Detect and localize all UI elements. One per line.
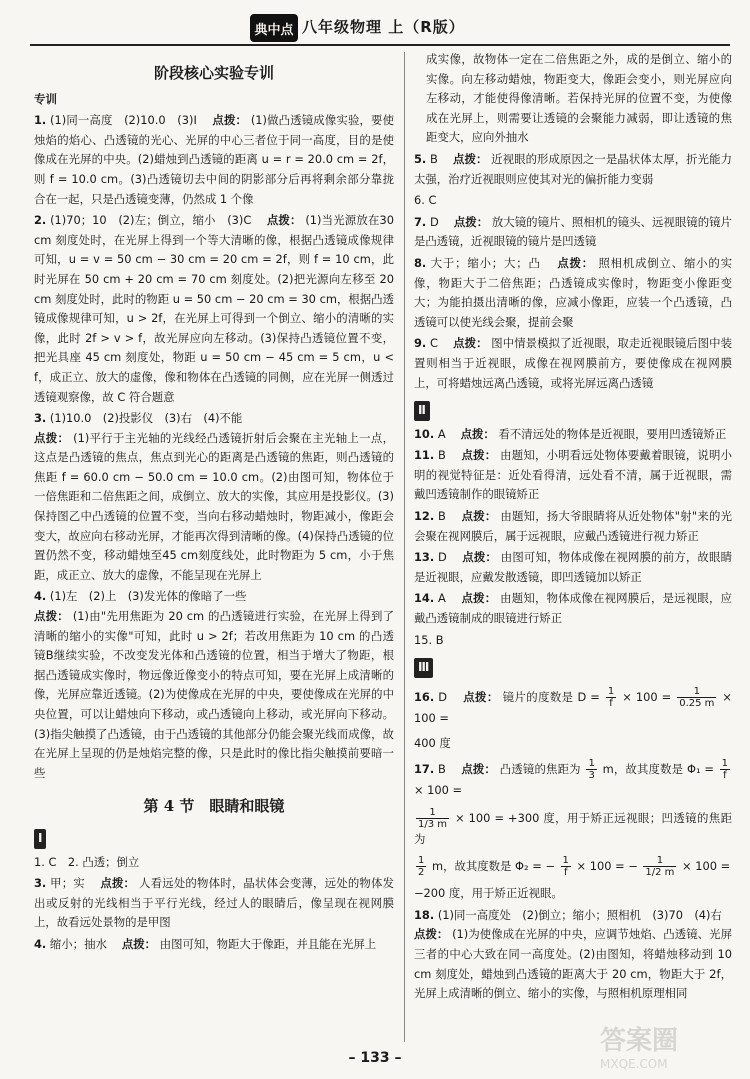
hint-label: 点拨： [212, 113, 248, 128]
hint-text: (1)由"先用焦距为 20 cm 的凸透镜进行实验，在光屏上得到了清晰的缩小的实像"可知，此时 u > 2f；若改用焦距为 10 cm 的凸透镜B继续实验，不改变发光体和凸透镜的位置，相当于增大了物距，根据凸透镜成实像时，物远像近像变小的特点可知，要在光屏上成清晰的像，光屏应靠近透镜。(2)为使像成在光屏的中央，要使像成在光屏的中央位置，可以让蜡烛向下移动，或凸透镜向上移动，或光屏向下移动。(3)指尖触摸了凸透镜，由于凸透镜的其他部分仍能会聚光线而成像，故在光屏上呈现的仍是烛焰完整的像，只是此时的像比指尖触摸前要暗一些 [34, 609, 394, 780]
hint-label: 点拨： [266, 213, 302, 228]
hint-label: 点拨： [453, 336, 488, 351]
hint-label: 点拨： [414, 927, 449, 942]
item-number: 3. [34, 876, 47, 891]
item-answer: A [438, 591, 458, 606]
hint-text: (1)为使像成在光屏的中央，应调节烛焰、凸透镜、光屏三者的中心大致在同一高度处。(2)由图知，将蜡烛移动到 10 cm 刻度处，蜡烛到凸透镜的距离大于 20 cm，物距大于 2f，光屏上成清晰的倒立、缩小的实像，与照相机原理相同 [414, 927, 732, 1001]
hint-label: 点拨： [461, 448, 497, 463]
hint-text: 人看远处的物体时，晶状体会变薄，远处的物体发出或反射的光线相当于平行光线，经过人的眼睛后，像呈现在视网膜上，故看远处景物的是甲图 [34, 876, 395, 930]
math-text: × 100 = [414, 689, 732, 725]
hint-label: 点拨： [460, 426, 495, 441]
fraction: $\frac{1}{f}$ [721, 758, 729, 781]
item-answer: (1)70；10 (2)左；倒立，缩小 (3)C [50, 213, 264, 228]
item-answer: D [438, 689, 460, 704]
level-badge: Ⅲ [414, 658, 433, 678]
item-answer: B [429, 151, 450, 166]
math-line [414, 807, 732, 850]
brand-logo: 典中点 [250, 14, 298, 42]
hint-text: 由图可知，物距大于像距，并且能在光屏上 [159, 936, 377, 951]
level-badge: Ⅰ [34, 829, 46, 849]
answer-item [414, 758, 732, 801]
hint-label: 点拨： [100, 876, 136, 891]
item-answer: D [437, 550, 459, 565]
hint-label: 点拨： [461, 762, 496, 776]
item-number: 17. [414, 762, 435, 776]
item-number: 13. [414, 550, 435, 565]
item-answer: (1)同一高度处 (2)倒立；缩小；照相机 (3)70 (4)右 [437, 907, 722, 922]
answer-item: 1. C 2. 凸透；倒立 [34, 854, 140, 869]
left-column [34, 50, 394, 957]
math-text: × 100 = +300 度，用于矫正远视眼；凹透镜的焦距为 [414, 810, 732, 846]
hint-text: 由题知，物体成像在视网膜后，是远视眼，应戴凸透镜制成的眼镜进行矫正 [414, 591, 732, 626]
section-title: 第 4 节 眼睛和眼镜 [143, 797, 285, 816]
fraction: $\frac{1}{1/2 m}$ [645, 855, 675, 879]
watermark-text: 答案圈 [600, 1026, 679, 1056]
item-answer: B [437, 762, 458, 776]
answer-item [414, 507, 732, 546]
hint-text: 看不清远处的物体是近视眼，要用凹透镜矫正 [498, 426, 727, 441]
answer-item [34, 587, 394, 783]
math-text: m，故其度数是 Φ₁ = [602, 762, 718, 776]
answer-item [414, 589, 732, 628]
item-number: 12. [414, 509, 435, 524]
item-number: 1. [34, 113, 47, 128]
hint-text: 由题知，小明看远处物体要戴着眼镜，说明小明的视觉特征是：近处看得清，远处看不清，属于近视眼，需戴凹透镜制作的眼镜矫正 [414, 448, 732, 502]
hint-label: 点拨： [453, 214, 489, 229]
item-answer: (1)左 (2)上 (3)发光体的像暗了一些 [49, 589, 247, 604]
item-answer: A [437, 426, 457, 441]
watermark [600, 1020, 740, 1076]
answer-item [414, 446, 732, 505]
math-line [414, 855, 732, 878]
math-result: −200 度，用于矫正近视眼。 [414, 886, 563, 901]
hint-text: 图中情景模拟了近视眼，取走近视眼镜后图中装置则相当于近视眼，成像在视网膜前方，要使像成在视网膜上，可将蜡烛远离凸透镜，或将光屏远离凸透镜 [414, 336, 732, 390]
hint-label: 点拨： [34, 609, 69, 624]
item-number: 4. [34, 589, 47, 604]
page-number: – 133 – [348, 1050, 402, 1066]
hint-label: 点拨： [453, 151, 488, 166]
answer-item: 6. C [414, 193, 437, 208]
answer-item [34, 211, 394, 407]
answer-item [414, 906, 732, 1004]
item-number: 3. [34, 411, 47, 426]
item-number: 5. [414, 151, 427, 166]
item-number: 4. [34, 936, 47, 951]
right-column [414, 50, 732, 1006]
level-badge: Ⅱ [414, 401, 430, 421]
hint-text: 由题知，扬大爷眼睛将从近处物体"射"来的光会聚在视网膜后，属于远视眼，应戴凸透镜进行视力矫正 [414, 509, 732, 543]
hint-text: 近视眼的形成原因之一是晶状体太厚，折光能力太强，治疗近视眼则应使其对光的偏折能力变弱 [414, 151, 732, 186]
answer-item: 15. B [414, 632, 444, 647]
hint-text: (1)当光源放在30 cm 刻度处时，在光屏上得到一个等大清晰的像，根据凸透镜成像规律可知，u = v = 50 cm − 30 cm = 20 cm = 2f，则 f = 10 cm，此时光屏在 50 cm + 20 cm = 70 cm 刻度处。(2)把光源向左移至 20 cm 刻度处时，此时的物距 u = 50 cm − 20 cm = 30 cm，根据凸透镜成像规律可知，u > 2f，在光屏上可得到一个倒立、缩小的清晰的实像，此时 2f > v > f，故光屏应向左移动。(3)保持凸透镜位置不变，把光具座 45 cm 刻度处，物距 u = 50 cm − 45 cm = 5 cm，u < f，成正立、放大的虚像，像和物体在凸透镜的同侧，应在光屏一侧透过透镜观察像，故 C 符合题意 [34, 213, 395, 404]
hint-text: (1)平行于主光轴的光线经凸透镜折射后会聚在主光轴上一点，这点是凸透镜的焦点，焦点到光心的距离是凸透镜的焦距，则凸透镜的焦距 f = 60.0 cm − 50.0 cm = 10.0 cm。(2)由图可知，物体位于一倍焦距和二倍焦距之间，成倒立、放大的实像，其应用是投影仪。(3)保持图乙中凸透镜的位置不变，当向右移动蜡烛时，物距减小，像距会变大，故应向右移动光屏，才能再次得到清晰的像。(4)保持凸透镜的位置仍然不变，移动蜡烛至45 cm刻度线处，此时物距为 5 cm，小于焦距，成正立、放大的虚像，不能呈现在光屏上 [34, 430, 394, 582]
math-text: × 100 = − [576, 859, 642, 874]
item-number: 11. [414, 448, 435, 463]
fraction: $\frac{1}{1/3 m}$ [418, 806, 448, 830]
watermark-url: MXQE.COM [600, 1057, 668, 1071]
fraction: $\frac{1}{0.25 m}$ [679, 685, 715, 709]
math-text: 镜片的度数是 D = [502, 689, 604, 704]
math-text: 凸透镜的焦距为 [499, 762, 585, 776]
subsection-label: 专训 [34, 91, 57, 106]
answer-item [414, 150, 732, 189]
answer-item [414, 213, 732, 252]
answer-item [414, 334, 732, 393]
hint-label: 点拨： [462, 550, 497, 565]
column-divider [404, 52, 405, 1042]
item-answer: 大于；缩小；大；凸 [430, 255, 553, 270]
item-number: 18. [414, 907, 435, 922]
math-text: × 100 = [414, 783, 463, 797]
math-text: × 100 = [682, 859, 731, 874]
hint-text: 放大镜的镜片、照相机的镜头、远视眼镜的镜片是凸透镜，近视眼镜的镜片是凹透镜 [414, 214, 732, 249]
math-text: × 100 = [622, 689, 676, 704]
item-answer: C [429, 336, 450, 351]
item-number: 8. [414, 255, 427, 270]
hint-label: 点拨： [463, 689, 499, 704]
hint-text: 由图可知，物体成像在视网膜的前方，故眼睛是近视眼，应戴发散透镜，即凹透镜加以矫正 [414, 550, 732, 584]
answer-item [34, 409, 394, 585]
item-number: 16. [414, 689, 435, 704]
item-number: 10. [414, 426, 435, 441]
hint-label: 点拨： [461, 591, 497, 606]
hint-text: 照相机成倒立、缩小的实像，物距大于二倍焦距；凸透镜成实像时，物距变小像距变大；为能拍摄出清晰的像，应减小像距，应装一个凸透镜，凸透镜可以使光线会聚，提前会聚 [414, 255, 732, 329]
item-answer: (1)同一高度 (2)10.0 (3)Ⅰ [50, 113, 209, 128]
answer-item [414, 686, 732, 729]
hint-label: 点拨： [121, 936, 157, 951]
header-rule [30, 44, 730, 46]
fraction: $\frac{1}{3}$ [588, 758, 595, 781]
section-title: 阶段核心实验专训 [153, 64, 274, 82]
item-number: 14. [414, 591, 435, 606]
fraction: $\frac{1}{f}$ [562, 855, 569, 879]
hint-text: (1)做凸透镜成像实验，要使烛焰的焰心、凸透镜的光心、光屏的中心三者位于同一高度，目的是使像成在光屏的中央。(2)蜡烛到凸透镜的距离 u = r = 20.0 cm = 2f，则 f = 10.0 cm。(3)凸透镜切去中间的阴影部分后再将剩余部分靠拢合在一起，只是凸透镜变薄，仍然成 1 个像 [34, 113, 394, 206]
answer-item [414, 254, 732, 332]
answer-item [34, 935, 394, 955]
item-answer: B [438, 448, 458, 463]
math-text: m，故其度数是 Φ₂ = − [432, 859, 559, 874]
item-number: 2. [34, 213, 47, 228]
answer-item [414, 425, 732, 445]
book-title: 八年级物理 上（R版） [302, 18, 465, 36]
item-answer: D [429, 214, 451, 229]
math-result: 400 度 [414, 736, 451, 751]
item-answer: 缩小；抽水 [49, 936, 119, 951]
answer-item [34, 874, 394, 933]
item-number: 9. [414, 336, 427, 351]
item-answer: B [438, 509, 458, 524]
hint-label: 点拨： [461, 509, 497, 524]
item-number: 7. [414, 214, 427, 229]
fraction: $\frac{1}{f}$ [607, 685, 615, 709]
fraction: $\frac{1}{2}$ [418, 855, 425, 879]
answer-item [34, 111, 394, 209]
item-answer: (1)10.0 (2)投影仪 (3)右 (4)不能 [49, 411, 243, 426]
continued-text: 成实像，故物体一定在二倍焦距之外，成的是倒立、缩小的实像。向左移动蜡烛，物距变大，像距会变小，则光屏应向左移动，才能使得像清晰。若保持光屏的位置不变，为使像成在光屏上，则需要让透镜的会聚能力减弱，即让透镜的焦距变大，应向外抽水 [426, 52, 732, 145]
page-header [0, 0, 750, 44]
item-answer: 甲；实 [50, 876, 97, 891]
hint-label: 点拨： [34, 430, 70, 445]
answer-item [414, 548, 732, 587]
hint-label: 点拨： [557, 255, 594, 270]
